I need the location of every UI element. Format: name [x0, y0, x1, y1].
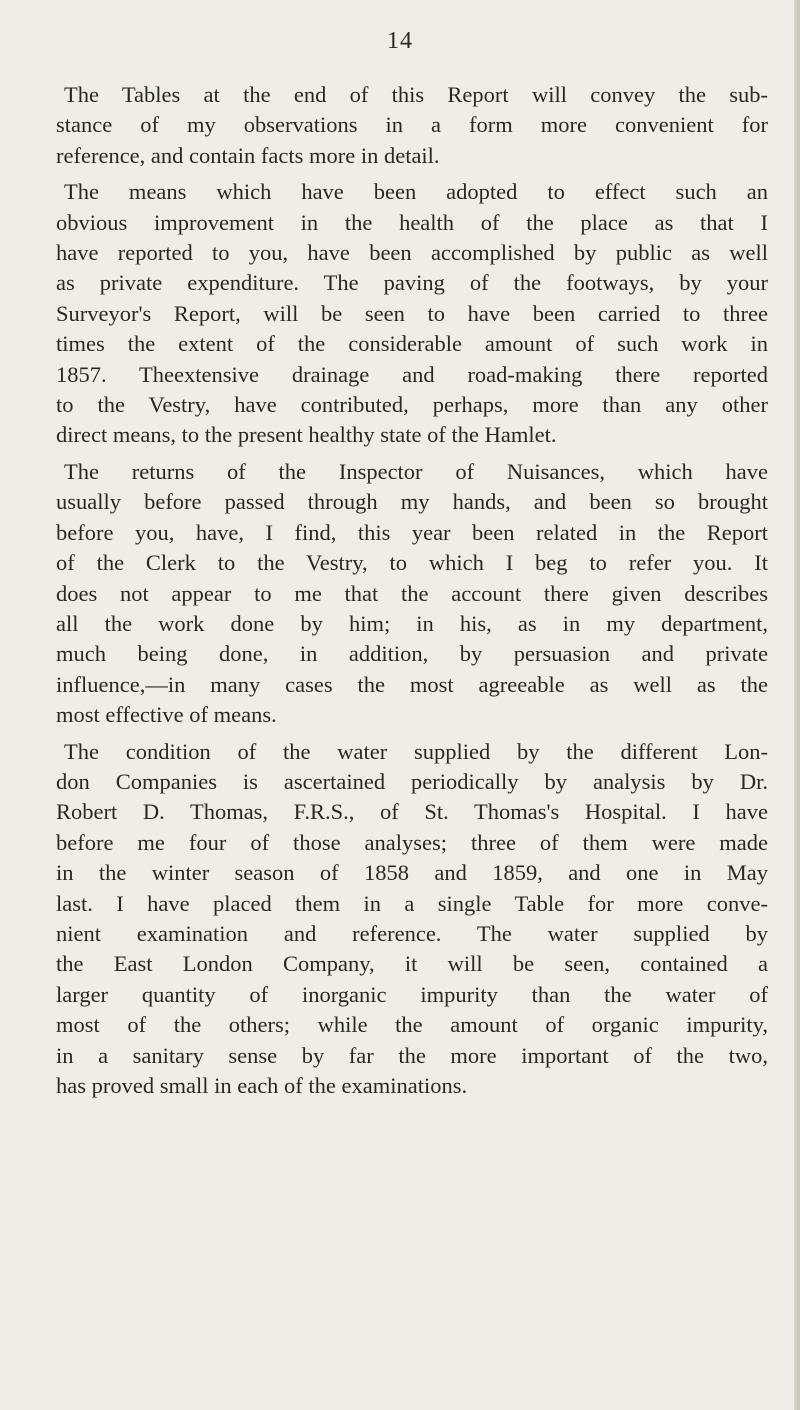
text-line: larger quantity of inorganic impurity than the water of	[56, 981, 768, 1007]
text-line: has proved small in each of the examinations.	[56, 1073, 468, 1098]
text-line: usually before passed through my hands, and been so brought	[56, 489, 768, 515]
paragraph-tables	[56, 80, 768, 171]
text-line: reference, and contain facts more in detail.	[56, 142, 440, 168]
text-line: much being done, in addition, by persuasion and private	[56, 641, 768, 667]
text-line: The condition of the water supplied by the different Lon-	[64, 738, 768, 764]
text-line: obvious improvement in the health of the place as that I	[56, 209, 768, 235]
text-line: 1857. Theextensive drainage and road-making there reported	[56, 361, 768, 387]
text-line: Surveyor's Report, will be seen to have been carried to three	[56, 300, 768, 326]
text-line: most effective of means.	[56, 702, 277, 728]
text-line: stance of my observations in a form more convenient for	[56, 112, 768, 138]
page-number: 14	[387, 28, 413, 54]
text-line: direct means, to the present healthy state of the Hamlet.	[56, 422, 557, 448]
text-line: times the extent of the considerable amount of such work in	[56, 331, 768, 357]
text-line: of the Clerk to the Vestry, to which I beg to refer you. It	[56, 550, 768, 576]
text-line: last. I have placed them in a single Table for more conve-	[56, 890, 768, 916]
text-line: before you, have, I find, this year been related in the Report	[56, 519, 768, 545]
text-line: Robert D. Thomas, F.R.S., of St. Thomas's Hospital. I have	[56, 799, 768, 825]
text-line: in a sanitary sense by far the more important of the two,	[56, 1042, 768, 1068]
text-line: all the work done by him; in his, as in my department,	[56, 610, 768, 636]
paragraph-water	[56, 737, 768, 1102]
text-line: to the Vestry, have contributed, perhaps, more than any other	[56, 392, 768, 418]
text-line: does not appear to me that the account there given describes	[56, 580, 768, 606]
text-line: don Companies is ascertained periodically by analysis by Dr.	[56, 768, 768, 794]
text-line: in the winter season of 1858 and 1859, and one in May	[56, 860, 768, 886]
text-line: most of the others; while the amount of organic impurity,	[56, 1012, 768, 1038]
text-line: have reported to you, have been accomplished by public as well	[56, 240, 768, 266]
text-line: The means which have been adopted to effect such an	[64, 179, 768, 205]
paragraph-improvement	[56, 177, 768, 451]
text-line: as private expenditure. The paving of the footways, by your	[56, 270, 768, 296]
page-edge	[794, 0, 800, 1410]
text-line: The returns of the Inspector of Nuisances, which have	[64, 458, 768, 484]
body-text	[56, 80, 768, 1107]
text-line: The Tables at the end of this Report will convey the sub-	[64, 82, 768, 107]
text-line: nient examination and reference. The water supplied by	[56, 920, 768, 946]
text-line: the East London Company, it will be seen, contained a	[56, 951, 768, 977]
paragraph-inspector	[56, 457, 768, 731]
text-line: before me four of those analyses; three of them were made	[56, 829, 768, 855]
text-line: influence,—in many cases the most agreeable as well as the	[56, 671, 768, 697]
